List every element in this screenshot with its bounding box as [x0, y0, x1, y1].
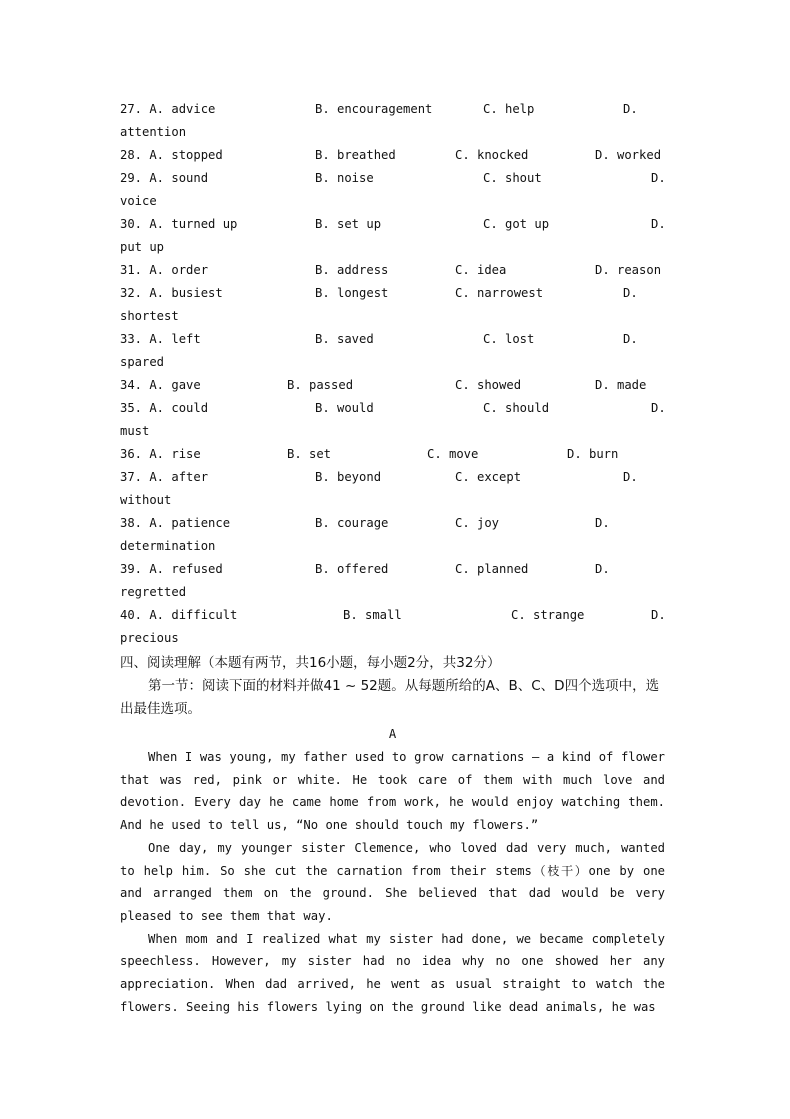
option-d-text: precious [120, 631, 179, 645]
question-number-option-a: 39. A. refused [120, 562, 223, 576]
option-b: B. small [343, 608, 402, 622]
option-b: B. courage [315, 516, 389, 530]
option-d: D. [651, 401, 666, 415]
option-d-text: attention [120, 125, 187, 139]
option-c: C. except [455, 470, 522, 484]
option-d-text: regretted [120, 585, 187, 599]
option-c: C. got up [483, 217, 550, 231]
question-32 [120, 282, 665, 305]
question-37 [120, 466, 665, 489]
passage-paragraph: When mom and I realized what my sister had done, we became completely speechless. However, my sister had no idea why no one showed her any appreciation. When dad arrived, he went as usual straight to watch the flowers. Seeing his flowers lying on the ground like dead animals, he was [120, 931, 665, 1014]
question-number-option-a: 37. A. after [120, 470, 209, 484]
section-heading: 四、阅读理解（本题有两节，共16小题，每小题2分，共32分） [120, 655, 501, 671]
option-b: B. passed [287, 378, 354, 392]
option-d-text: determination [120, 539, 216, 553]
option-d: D. [623, 332, 638, 346]
option-b: B. noise [315, 171, 374, 185]
question-number-option-a: 38. A. patience [120, 516, 231, 530]
question-number-option-a: 28. A. stopped [120, 148, 223, 162]
question-37-wrap [120, 489, 665, 512]
option-d: D. [595, 516, 610, 530]
option-b: B. longest [315, 286, 389, 300]
option-d: D. burn [567, 447, 619, 461]
option-d-text: must [120, 424, 150, 438]
option-c: C. help [483, 102, 535, 116]
option-d: D. [623, 470, 638, 484]
question-30-wrap [120, 236, 665, 259]
question-number-option-a: 33. A. left [120, 332, 201, 346]
question-29 [120, 167, 665, 190]
question-28 [120, 144, 665, 167]
question-35-wrap [120, 420, 665, 443]
option-d-text: shortest [120, 309, 179, 323]
option-b: B. breathed [315, 148, 396, 162]
section-instruction: 第一节：阅读下面的材料并做41 ~ 52题。从每题所给的A、B、C、D四个选项中，选出最佳选项。 [120, 678, 660, 717]
question-number-option-a: 35. A. could [120, 401, 209, 415]
option-d: D. [623, 286, 638, 300]
passage-paragraph: When I was young, my father used to grow carnations — a kind of flower that was red, pink or white. He took care of them with much love and devotion. Every day he came home from work, he would enjoy watching them. And he used to tell us, “No one should touch my flowers.” [120, 750, 665, 833]
option-d-text: without [120, 493, 172, 507]
option-d-text: voice [120, 194, 157, 208]
option-d: D. [623, 102, 638, 116]
option-c: C. joy [455, 516, 500, 530]
question-33-wrap [120, 351, 665, 374]
option-c: C. lost [483, 332, 535, 346]
question-38 [120, 512, 665, 535]
option-c: C. idea [455, 263, 507, 277]
option-b: B. encouragement [315, 102, 433, 116]
option-c: C. knocked [455, 148, 529, 162]
question-number-option-a: 32. A. busiest [120, 286, 223, 300]
option-c: C. strange [511, 608, 585, 622]
option-d: D. worked [595, 148, 662, 162]
question-32-wrap [120, 305, 665, 328]
question-39 [120, 558, 665, 581]
question-31 [120, 259, 665, 282]
question-number-option-a: 36. A. rise [120, 447, 201, 461]
option-c: C. showed [455, 378, 522, 392]
question-27-wrap [120, 121, 665, 144]
option-b: B. would [315, 401, 374, 415]
option-b: B. beyond [315, 470, 382, 484]
question-number-option-a: 27. A. advice [120, 102, 216, 116]
option-d: D. [651, 608, 666, 622]
question-36 [120, 443, 665, 466]
option-c: C. narrowest [455, 286, 544, 300]
option-d: D. made [595, 378, 647, 392]
question-number-option-a: 29. A. sound [120, 171, 209, 185]
option-c: C. should [483, 401, 550, 415]
question-33 [120, 328, 665, 351]
question-39-wrap [120, 581, 665, 604]
option-d: D. [651, 217, 666, 231]
option-d: D. [651, 171, 666, 185]
passage-label: A [388, 727, 397, 741]
passage-paragraph: One day, my younger sister Clemence, who loved dad very much, wanted to help him. So she cut the carnation from their stems（枝干）one by one and arranged them on the ground. She believed that dad would be very pleased to see them that way. [120, 840, 665, 923]
question-number-option-a: 40. A. difficult [120, 608, 238, 622]
option-b: B. set [287, 447, 332, 461]
option-d: D. reason [595, 263, 662, 277]
exam-page [120, 98, 665, 1018]
option-b: B. set up [315, 217, 382, 231]
question-34 [120, 374, 665, 397]
option-d-text: spared [120, 355, 165, 369]
question-number-option-a: 31. A. order [120, 263, 209, 277]
question-number-option-a: 34. A. gave [120, 378, 201, 392]
option-d-text: put up [120, 240, 165, 254]
option-b: B. address [315, 263, 389, 277]
option-b: B. saved [315, 332, 374, 346]
option-c: C. planned [455, 562, 529, 576]
question-38-wrap [120, 535, 665, 558]
option-c: C. shout [483, 171, 542, 185]
option-d: D. [595, 562, 610, 576]
question-35 [120, 397, 665, 420]
question-number-option-a: 30. A. turned up [120, 217, 238, 231]
question-29-wrap [120, 190, 665, 213]
question-30 [120, 213, 665, 236]
question-40 [120, 604, 665, 627]
question-40-wrap [120, 627, 665, 650]
option-b: B. offered [315, 562, 389, 576]
question-27 [120, 98, 665, 121]
option-c: C. move [427, 447, 479, 461]
